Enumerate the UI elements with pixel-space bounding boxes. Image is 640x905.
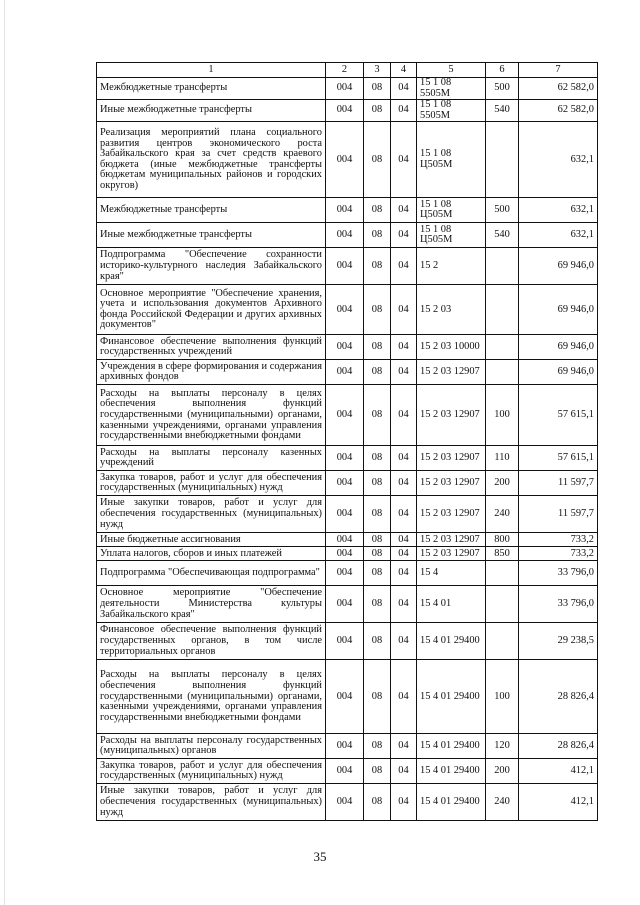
row-admin-code-cell: 004 <box>326 660 364 734</box>
row-subsection-cell: 04 <box>391 385 417 446</box>
row-expense-type-cell: 110 <box>486 446 519 471</box>
header-cell: 5 <box>417 63 486 78</box>
row-name-cell: Иные закупки товаров, работ и услуг для обеспечения государственных (муниципальных) нужд <box>97 784 326 821</box>
row-name-cell: Основное мероприятие "Обеспечение деятельности Министерства культуры Забайкальского края" <box>97 586 326 623</box>
row-subsection-cell: 04 <box>391 759 417 784</box>
table-row <box>97 759 598 784</box>
page-edge <box>4 0 5 905</box>
table-row <box>97 784 598 821</box>
header-cell: 3 <box>364 63 391 78</box>
row-admin-code-cell: 004 <box>326 496 364 533</box>
row-section-cell: 08 <box>364 734 391 759</box>
page-number: 35 <box>313 849 327 864</box>
row-target-code-cell: 15 2 03 10000 <box>417 335 486 360</box>
table-row <box>97 78 598 100</box>
table-row <box>97 100 598 122</box>
row-target-code-cell: 15 4 01 29400 <box>417 759 486 784</box>
table-row <box>97 223 598 248</box>
table-row <box>97 198 598 223</box>
row-admin-code-cell: 004 <box>326 623 364 660</box>
row-name-cell: Реализация мероприятий плана социального развития центров экономического роста Забайкальского края за счет средств краевого бюджета (иные межбюджетные трансферты бюджетам муниципальных районов и городских округов) <box>97 122 326 198</box>
row-target-code-cell: 15 1 08 Ц505М <box>417 223 486 248</box>
row-target-code-cell: 15 2 <box>417 248 486 285</box>
table-row <box>97 734 598 759</box>
row-section-cell: 08 <box>364 100 391 122</box>
row-subsection-cell: 04 <box>391 122 417 198</box>
row-amount-cell: 632,1 <box>519 223 598 248</box>
row-expense-type-cell: 540 <box>486 100 519 122</box>
row-name-cell: Иные закупки товаров, работ и услуг для обеспечения государственных (муниципальных) нужд <box>97 496 326 533</box>
row-expense-type-cell: 240 <box>486 496 519 533</box>
row-name-cell: Расходы на выплаты персоналу государственных (муниципальных) органов <box>97 734 326 759</box>
row-section-cell: 08 <box>364 122 391 198</box>
row-section-cell: 08 <box>364 198 391 223</box>
row-subsection-cell: 04 <box>391 446 417 471</box>
row-expense-type-cell <box>486 561 519 586</box>
table-row <box>97 561 598 586</box>
row-amount-cell: 29 238,5 <box>519 623 598 660</box>
row-amount-cell: 733,2 <box>519 533 598 547</box>
row-subsection-cell: 04 <box>391 223 417 248</box>
row-admin-code-cell: 004 <box>326 223 364 248</box>
row-subsection-cell: 04 <box>391 285 417 335</box>
row-amount-cell: 28 826,4 <box>519 734 598 759</box>
row-subsection-cell: 04 <box>391 561 417 586</box>
row-subsection-cell: 04 <box>391 198 417 223</box>
row-target-code-cell: 15 4 01 29400 <box>417 734 486 759</box>
row-section-cell: 08 <box>364 360 391 385</box>
row-target-code-cell: 15 2 03 12907 <box>417 533 486 547</box>
row-name-cell: Расходы на выплаты персоналу в целях обеспечения выполнения функций государственными (муниципальными) органами, казенными учреждениями, органами управления государственными внебюджетными фондами <box>97 385 326 446</box>
row-admin-code-cell: 004 <box>326 198 364 223</box>
row-admin-code-cell: 004 <box>326 471 364 496</box>
row-expense-type-cell: 500 <box>486 198 519 223</box>
table-row <box>97 360 598 385</box>
table-row <box>97 586 598 623</box>
row-subsection-cell: 04 <box>391 496 417 533</box>
row-amount-cell: 69 946,0 <box>519 248 598 285</box>
table-row <box>97 533 598 547</box>
table-row <box>97 623 598 660</box>
row-expense-type-cell: 100 <box>486 385 519 446</box>
row-amount-cell: 57 615,1 <box>519 446 598 471</box>
row-name-cell: Межбюджетные трансферты <box>97 78 326 100</box>
header-cell: 4 <box>391 63 417 78</box>
row-section-cell: 08 <box>364 784 391 821</box>
row-subsection-cell: 04 <box>391 734 417 759</box>
row-admin-code-cell: 004 <box>326 285 364 335</box>
table-row <box>97 122 598 198</box>
header-cell: 7 <box>519 63 598 78</box>
row-subsection-cell: 04 <box>391 586 417 623</box>
table-body <box>97 78 598 821</box>
row-target-code-cell: 15 4 01 29400 <box>417 784 486 821</box>
row-expense-type-cell <box>486 586 519 623</box>
table-row <box>97 446 598 471</box>
row-target-code-cell: 15 4 01 29400 <box>417 623 486 660</box>
row-subsection-cell: 04 <box>391 78 417 100</box>
row-amount-cell: 69 946,0 <box>519 335 598 360</box>
row-name-cell: Иные межбюджетные трансферты <box>97 223 326 248</box>
row-expense-type-cell: 100 <box>486 660 519 734</box>
row-section-cell: 08 <box>364 285 391 335</box>
row-subsection-cell: 04 <box>391 623 417 660</box>
row-subsection-cell: 04 <box>391 533 417 547</box>
row-amount-cell: 11 597,7 <box>519 471 598 496</box>
header-cell: 6 <box>486 63 519 78</box>
row-admin-code-cell: 004 <box>326 784 364 821</box>
row-subsection-cell: 04 <box>391 100 417 122</box>
table-row <box>97 547 598 561</box>
row-name-cell: Основное мероприятие "Обеспечение хранения, учета и использования документов Архивного фонда Российской Федерации и других архивных документов" <box>97 285 326 335</box>
row-admin-code-cell: 004 <box>326 547 364 561</box>
row-expense-type-cell <box>486 122 519 198</box>
row-target-code-cell: 15 2 03 12907 <box>417 496 486 533</box>
table-row <box>97 335 598 360</box>
row-name-cell: Межбюджетные трансферты <box>97 198 326 223</box>
row-amount-cell: 733,2 <box>519 547 598 561</box>
row-expense-type-cell <box>486 360 519 385</box>
table-row <box>97 385 598 446</box>
row-admin-code-cell: 004 <box>326 335 364 360</box>
row-section-cell: 08 <box>364 335 391 360</box>
row-section-cell: 08 <box>364 248 391 285</box>
row-amount-cell: 62 582,0 <box>519 78 598 100</box>
row-expense-type-cell <box>486 335 519 360</box>
row-admin-code-cell: 004 <box>326 533 364 547</box>
row-amount-cell: 33 796,0 <box>519 561 598 586</box>
row-target-code-cell: 15 4 <box>417 561 486 586</box>
row-subsection-cell: 04 <box>391 471 417 496</box>
row-amount-cell: 57 615,1 <box>519 385 598 446</box>
row-name-cell: Расходы на выплаты персоналу в целях обеспечения выполнения функций государственными (муниципальными) органами, казенными учреждениями, органами управления государственными внебюджетными фондами <box>97 660 326 734</box>
row-amount-cell: 69 946,0 <box>519 285 598 335</box>
header-cell: 2 <box>326 63 364 78</box>
table-row <box>97 248 598 285</box>
row-admin-code-cell: 004 <box>326 446 364 471</box>
row-admin-code-cell: 004 <box>326 248 364 285</box>
row-section-cell: 08 <box>364 496 391 533</box>
row-subsection-cell: 04 <box>391 360 417 385</box>
row-target-code-cell: 15 2 03 <box>417 285 486 335</box>
row-target-code-cell: 15 1 08 Ц505М <box>417 122 486 198</box>
row-expense-type-cell: 850 <box>486 547 519 561</box>
row-section-cell: 08 <box>364 586 391 623</box>
table-row <box>97 496 598 533</box>
row-subsection-cell: 04 <box>391 547 417 561</box>
row-amount-cell: 412,1 <box>519 784 598 821</box>
row-amount-cell: 11 597,7 <box>519 496 598 533</box>
row-admin-code-cell: 004 <box>326 78 364 100</box>
row-expense-type-cell <box>486 248 519 285</box>
row-amount-cell: 632,1 <box>519 198 598 223</box>
row-target-code-cell: 15 1 08 5505М <box>417 100 486 122</box>
row-amount-cell: 33 796,0 <box>519 586 598 623</box>
row-section-cell: 08 <box>364 759 391 784</box>
row-target-code-cell: 15 2 03 12907 <box>417 446 486 471</box>
row-name-cell: Закупка товаров, работ и услуг для обеспечения государственных (муниципальных) нужд <box>97 759 326 784</box>
row-name-cell: Учреждения в сфере формирования и содержания архивных фондов <box>97 360 326 385</box>
row-expense-type-cell: 800 <box>486 533 519 547</box>
row-expense-type-cell: 540 <box>486 223 519 248</box>
table-row <box>97 471 598 496</box>
row-target-code-cell: 15 1 08 5505М <box>417 78 486 100</box>
row-amount-cell: 69 946,0 <box>519 360 598 385</box>
row-section-cell: 08 <box>364 385 391 446</box>
row-admin-code-cell: 004 <box>326 100 364 122</box>
row-subsection-cell: 04 <box>391 335 417 360</box>
row-section-cell: 08 <box>364 561 391 586</box>
row-expense-type-cell: 200 <box>486 471 519 496</box>
row-target-code-cell: 15 1 08 Ц505М <box>417 198 486 223</box>
row-expense-type-cell <box>486 285 519 335</box>
row-admin-code-cell: 004 <box>326 122 364 198</box>
row-section-cell: 08 <box>364 533 391 547</box>
row-subsection-cell: 04 <box>391 784 417 821</box>
row-section-cell: 08 <box>364 623 391 660</box>
budget-table <box>96 62 598 821</box>
row-name-cell: Финансовое обеспечение выполнения функций государственных органов, в том числе территориальных органов <box>97 623 326 660</box>
row-name-cell: Иные межбюджетные трансферты <box>97 100 326 122</box>
row-name-cell: Финансовое обеспечение выполнения функций государственных учреждений <box>97 335 326 360</box>
row-name-cell: Подпрограмма "Обеспечение сохранности историко-культурного наследия Забайкальского края" <box>97 248 326 285</box>
row-section-cell: 08 <box>364 223 391 248</box>
row-section-cell: 08 <box>364 660 391 734</box>
row-expense-type-cell: 500 <box>486 78 519 100</box>
table-row <box>97 285 598 335</box>
row-expense-type-cell: 200 <box>486 759 519 784</box>
row-admin-code-cell: 004 <box>326 734 364 759</box>
row-subsection-cell: 04 <box>391 248 417 285</box>
row-target-code-cell: 15 4 01 <box>417 586 486 623</box>
row-expense-type-cell <box>486 623 519 660</box>
row-name-cell: Уплата налогов, сборов и иных платежей <box>97 547 326 561</box>
row-admin-code-cell: 004 <box>326 561 364 586</box>
row-expense-type-cell: 120 <box>486 734 519 759</box>
row-name-cell: Расходы на выплаты персоналу казенных учреждений <box>97 446 326 471</box>
row-section-cell: 08 <box>364 446 391 471</box>
header-row <box>97 63 598 78</box>
row-section-cell: 08 <box>364 547 391 561</box>
row-section-cell: 08 <box>364 78 391 100</box>
row-admin-code-cell: 004 <box>326 360 364 385</box>
row-subsection-cell: 04 <box>391 660 417 734</box>
row-amount-cell: 632,1 <box>519 122 598 198</box>
row-admin-code-cell: 004 <box>326 586 364 623</box>
row-admin-code-cell: 004 <box>326 385 364 446</box>
row-amount-cell: 62 582,0 <box>519 100 598 122</box>
row-name-cell: Иные бюджетные ассигнования <box>97 533 326 547</box>
row-expense-type-cell: 240 <box>486 784 519 821</box>
row-name-cell: Подпрограмма "Обеспечивающая подпрограмма" <box>97 561 326 586</box>
row-name-cell: Закупка товаров, работ и услуг для обеспечения государственных (муниципальных) нужд <box>97 471 326 496</box>
table-row <box>97 660 598 734</box>
header-cell: 1 <box>97 63 326 78</box>
row-target-code-cell: 15 2 03 12907 <box>417 385 486 446</box>
row-amount-cell: 412,1 <box>519 759 598 784</box>
row-target-code-cell: 15 2 03 12907 <box>417 471 486 496</box>
row-admin-code-cell: 004 <box>326 759 364 784</box>
row-section-cell: 08 <box>364 471 391 496</box>
row-target-code-cell: 15 2 03 12907 <box>417 360 486 385</box>
row-target-code-cell: 15 2 03 12907 <box>417 547 486 561</box>
row-target-code-cell: 15 4 01 29400 <box>417 660 486 734</box>
row-amount-cell: 28 826,4 <box>519 660 598 734</box>
